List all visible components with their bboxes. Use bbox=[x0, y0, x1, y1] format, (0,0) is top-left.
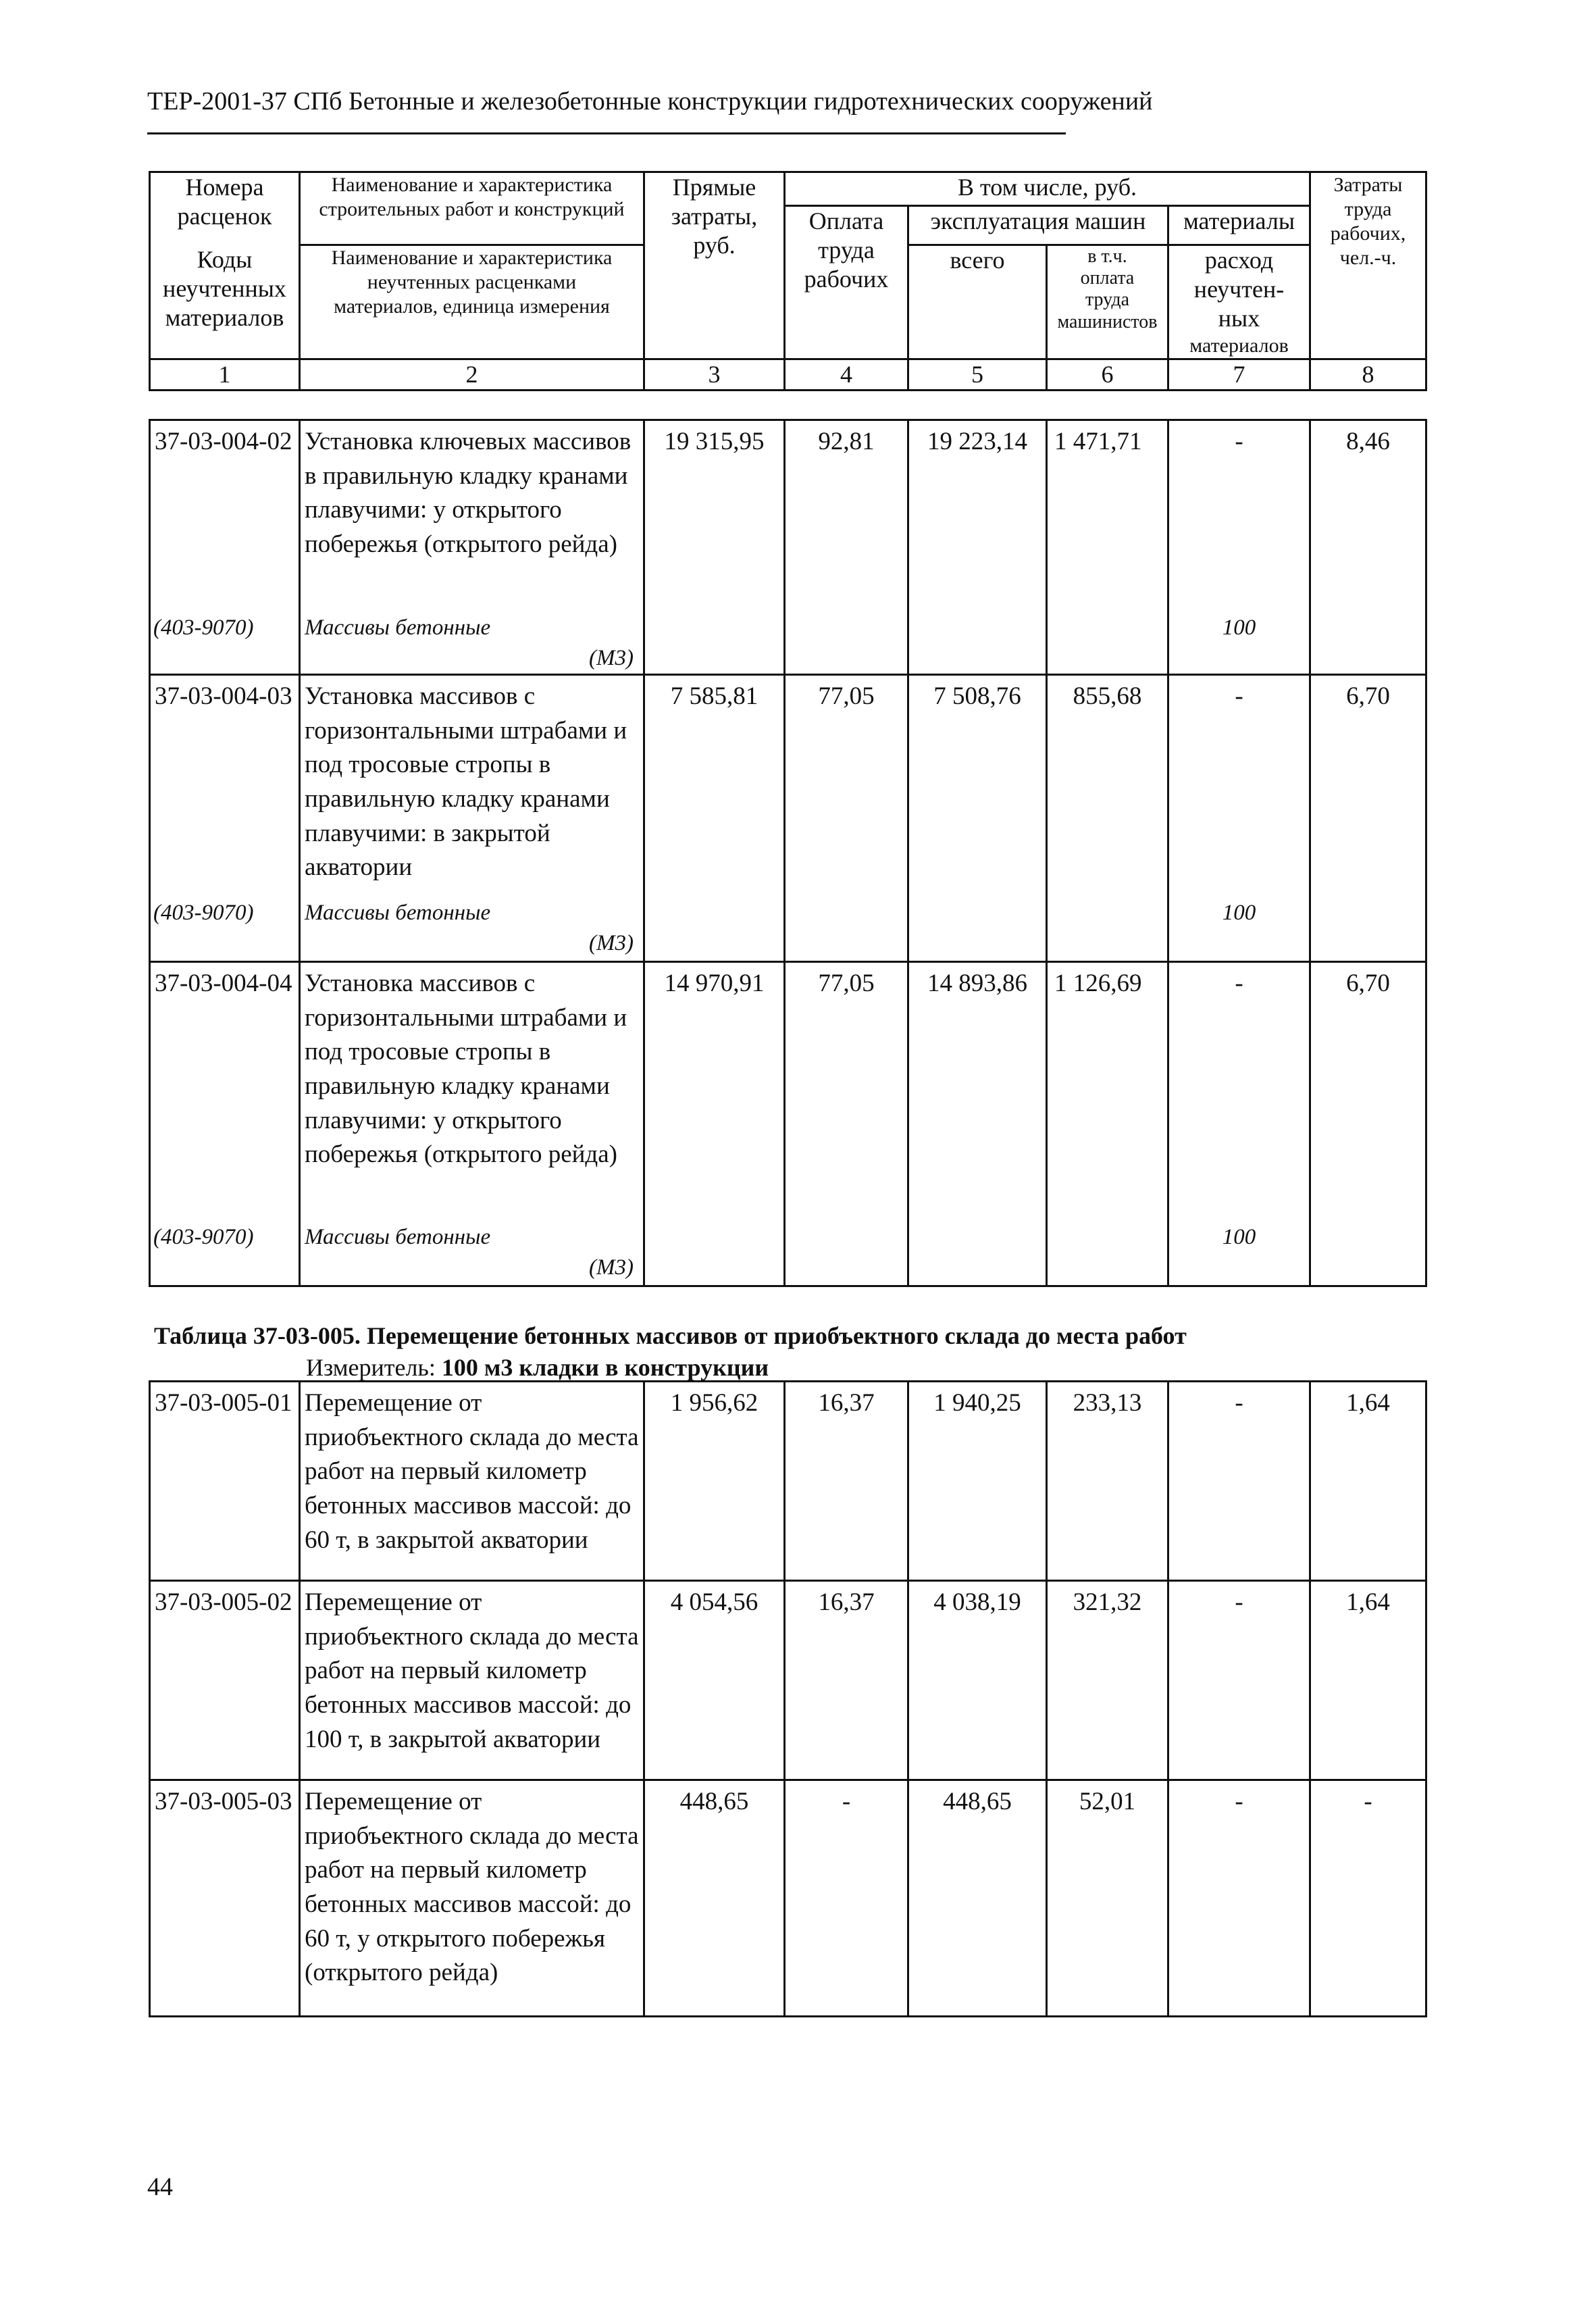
labor-hours: 6,70 bbox=[1310, 962, 1426, 1222]
table-row bbox=[150, 1581, 1426, 1780]
labor-hours: 1,64 bbox=[1310, 1581, 1426, 1780]
material-code: (403-9070) bbox=[150, 613, 300, 675]
material-name: Массивы бетонные (М3) bbox=[300, 613, 644, 675]
work-description: Перемещение от приобъектного склада до места работ на первый километр бетонных массивов массой: до 60 т, у открытого побережья (открытого рейда) bbox=[300, 1780, 644, 2017]
table-measure: Измеритель: 100 м3 кладки в конструкции bbox=[306, 1354, 769, 1381]
labor-hours: - bbox=[1310, 1780, 1426, 2017]
material-unit: (М3) bbox=[589, 645, 634, 670]
col-number: 8 bbox=[1310, 359, 1426, 390]
material-row bbox=[150, 898, 1426, 962]
machines-total: 1 940,25 bbox=[908, 1382, 1047, 1581]
group-header: В том числе, руб. bbox=[785, 172, 1310, 206]
material-row bbox=[150, 613, 1426, 675]
rate-code: 37-03-004-02 bbox=[150, 420, 300, 613]
material-qty: 100 bbox=[1168, 1222, 1310, 1286]
labor-pay: 92,81 bbox=[785, 420, 908, 613]
machinists-pay: 52,01 bbox=[1047, 1780, 1168, 2017]
rate-code: 37-03-004-03 bbox=[150, 675, 300, 898]
col2-bottom-header: Наименование и характеристика неучтенных расценками материалов, единица измерения bbox=[300, 245, 644, 359]
machines-total: 7 508,76 bbox=[908, 675, 1047, 898]
materials-cost: - bbox=[1168, 420, 1310, 613]
machinists-pay: 321,32 bbox=[1047, 1581, 1168, 1780]
table-row bbox=[150, 962, 1426, 1222]
material-name: Массивы бетонные (М3) bbox=[300, 1222, 644, 1286]
labor-pay: 16,37 bbox=[785, 1382, 908, 1581]
machinists-pay: 1 126,69 bbox=[1047, 962, 1168, 1222]
table-row bbox=[150, 675, 1426, 898]
labor-pay: 77,05 bbox=[785, 675, 908, 898]
rate-code: 37-03-005-03 bbox=[150, 1780, 300, 2017]
direct-costs: 448,65 bbox=[644, 1780, 785, 2017]
table-row bbox=[150, 1780, 1426, 2017]
materials-cost: - bbox=[1168, 1382, 1310, 1581]
title-underline bbox=[147, 132, 1066, 134]
material-row bbox=[150, 1222, 1426, 1286]
material-name: Массивы бетонные (М3) bbox=[300, 898, 644, 962]
work-description: Установка массивов с горизонтальными штрабами и под тросовые стропы в правильную кладку кранами плавучими: у открытого побережья (открытого рейда) bbox=[300, 962, 644, 1222]
col-number: 7 bbox=[1168, 359, 1310, 390]
col7-header: расход неучтен- ных материалов bbox=[1168, 245, 1310, 359]
machines-total: 4 038,19 bbox=[908, 1581, 1047, 1780]
labor-pay: - bbox=[785, 1780, 908, 2017]
direct-costs: 14 970,91 bbox=[644, 962, 785, 1222]
rate-code: 37-03-004-04 bbox=[150, 962, 300, 1222]
col-number: 2 bbox=[300, 359, 644, 390]
direct-costs: 19 315,95 bbox=[644, 420, 785, 613]
column-header-table bbox=[149, 171, 1427, 391]
materials-cost: - bbox=[1168, 1780, 1310, 2017]
materials-header: материалы bbox=[1168, 206, 1310, 245]
col6-header: в т.ч. оплата труда машинистов bbox=[1047, 245, 1168, 359]
work-description: Установка ключевых массивов в правильную кладку кранами плавучими: у открытого побережья (открытого рейда) bbox=[300, 420, 644, 613]
rates-table-004 bbox=[149, 419, 1427, 1287]
machines-total: 19 223,14 bbox=[908, 420, 1047, 613]
materials-cost: - bbox=[1168, 962, 1310, 1222]
material-qty: 100 bbox=[1168, 613, 1310, 675]
rate-code: 37-03-005-02 bbox=[150, 1581, 300, 1780]
col-number: 6 bbox=[1047, 359, 1168, 390]
machinists-pay: 233,13 bbox=[1047, 1382, 1168, 1581]
machinists-pay: 1 471,71 bbox=[1047, 420, 1168, 613]
col4-header: Оплата труда рабочих bbox=[785, 206, 908, 359]
labor-hours: 6,70 bbox=[1310, 675, 1426, 898]
work-description: Перемещение от приобъектного склада до места работ на первый километр бетонных массивов массой: до 100 т, в закрытой акватории bbox=[300, 1581, 644, 1780]
col1-bottom-header: Коды неучтенных материалов bbox=[150, 245, 300, 359]
labor-hours: 8,46 bbox=[1310, 420, 1426, 613]
material-code: (403-9070) bbox=[150, 1222, 300, 1286]
col-number: 5 bbox=[908, 359, 1047, 390]
rate-code: 37-03-005-01 bbox=[150, 1382, 300, 1581]
work-description: Установка массивов с горизонтальными штрабами и под тросовые стропы в правильную кладку кранами плавучими: в закрытой акватории bbox=[300, 675, 644, 898]
direct-costs: 4 054,56 bbox=[644, 1581, 785, 1780]
direct-costs: 1 956,62 bbox=[644, 1382, 785, 1581]
machines-header: эксплуатация машин bbox=[908, 206, 1168, 245]
table-caption: Таблица 37-03-005. Перемещение бетонных массивов от приобъектного склада до места работ bbox=[154, 1322, 1187, 1349]
machinists-pay: 855,68 bbox=[1047, 675, 1168, 898]
labor-pay: 77,05 bbox=[785, 962, 908, 1222]
labor-hours: 1,64 bbox=[1310, 1382, 1426, 1581]
machines-total: 448,65 bbox=[908, 1780, 1047, 2017]
document-title: ТЕР-2001-37 СПб Бетонные и железобетонные конструкции гидротехнических сооружений bbox=[147, 87, 1153, 116]
material-code: (403-9070) bbox=[150, 898, 300, 962]
material-unit: (М3) bbox=[589, 930, 634, 955]
work-description: Перемещение от приобъектного склада до места работ на первый километр бетонных массивов массой: до 60 т, в закрытой акватории bbox=[300, 1382, 644, 1581]
page-number: 44 bbox=[147, 2173, 173, 2201]
col3-header: Прямые затраты, руб. bbox=[644, 172, 785, 359]
table-row bbox=[150, 420, 1426, 613]
materials-cost: - bbox=[1168, 675, 1310, 898]
col5-header: всего bbox=[908, 245, 1047, 359]
col-number: 3 bbox=[644, 359, 785, 390]
labor-pay: 16,37 bbox=[785, 1581, 908, 1780]
col-number: 1 bbox=[150, 359, 300, 390]
material-unit: (М3) bbox=[589, 1255, 634, 1280]
direct-costs: 7 585,81 bbox=[644, 675, 785, 898]
material-qty: 100 bbox=[1168, 898, 1310, 962]
col2-top-header: Наименование и характеристика строительных работ и конструкций bbox=[300, 172, 644, 245]
materials-cost: - bbox=[1168, 1581, 1310, 1780]
table-row bbox=[150, 1382, 1426, 1581]
col-number: 4 bbox=[785, 359, 908, 390]
col8-header: Затраты труда рабочих, чел.-ч. bbox=[1310, 172, 1426, 359]
machines-total: 14 893,86 bbox=[908, 962, 1047, 1222]
rates-table-005 bbox=[149, 1380, 1427, 2017]
col1-top-header: Номера расценок bbox=[150, 172, 300, 245]
